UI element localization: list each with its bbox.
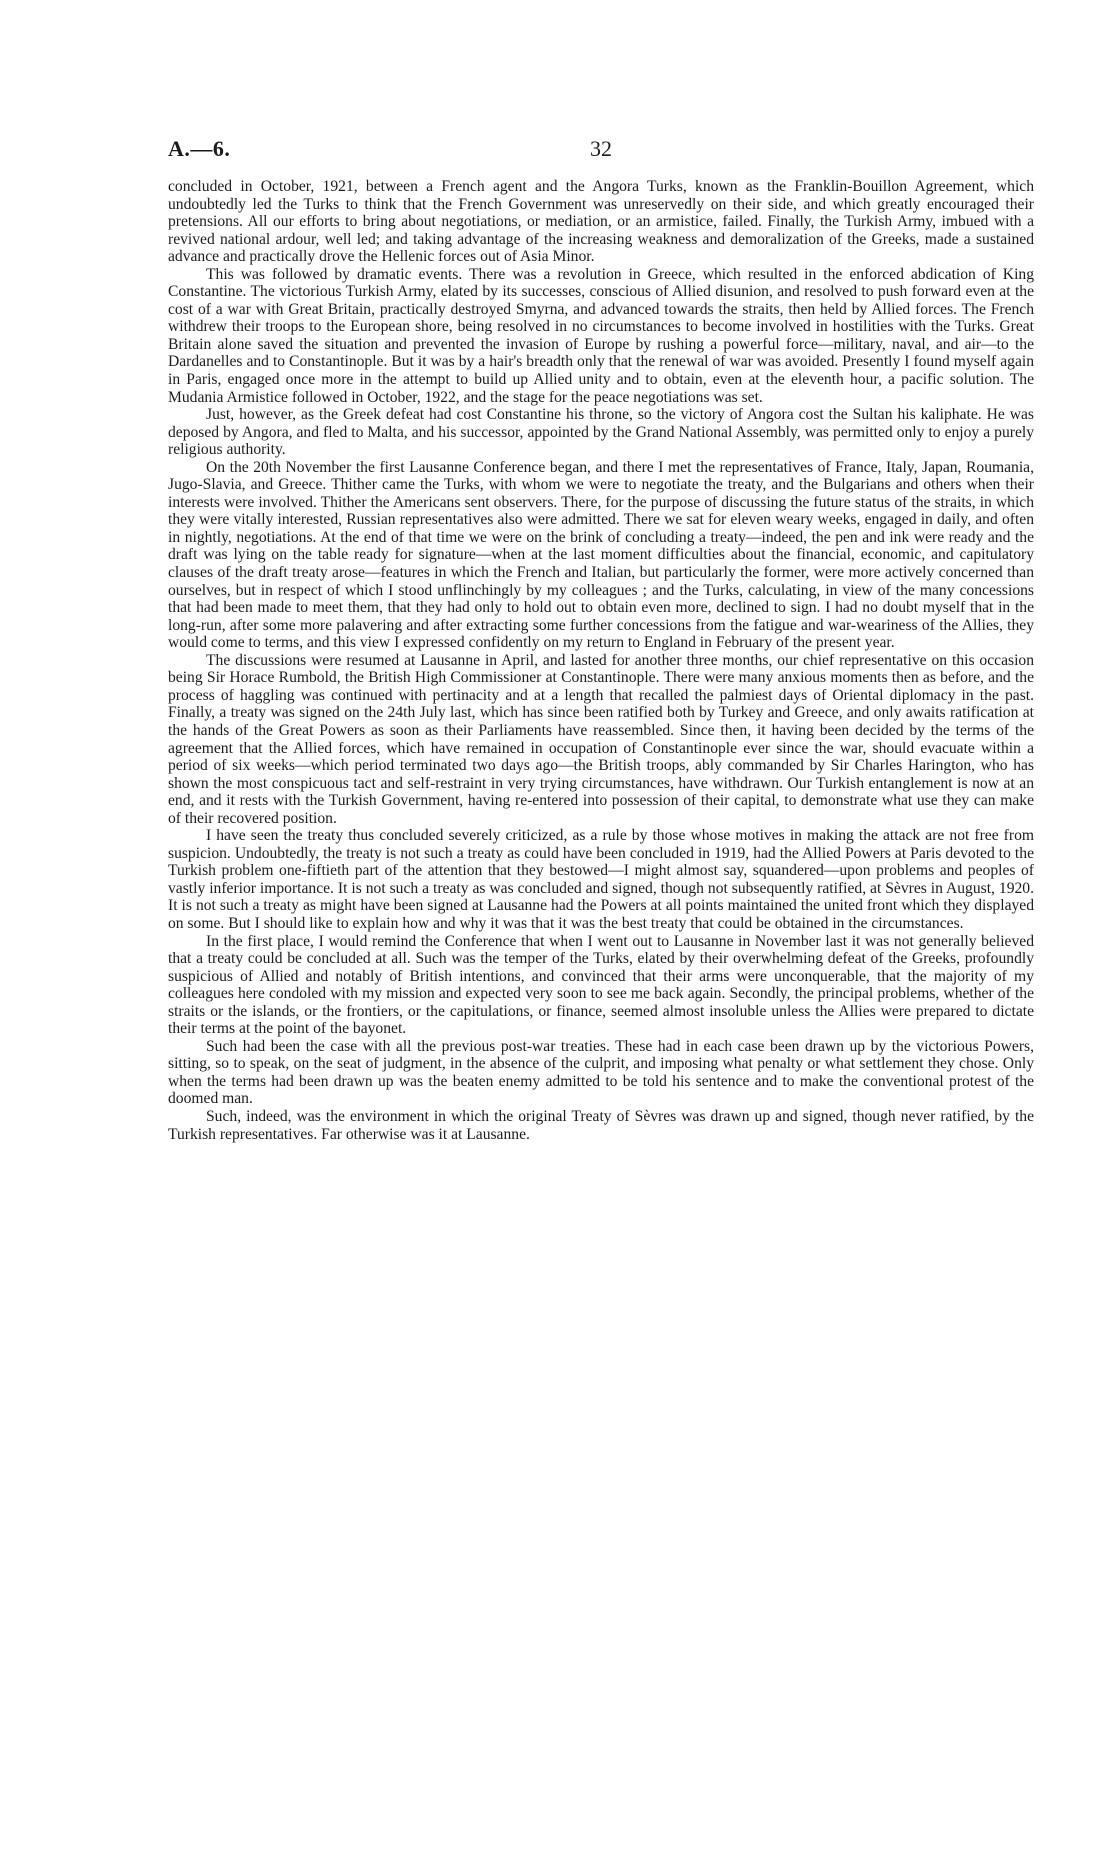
page-header [168, 136, 1034, 168]
body-text [168, 178, 1034, 1143]
paragraph: I have seen the treaty thus concluded severely criticized, as a rule by those whose motives in making the attack are not free from suspicion. Undoubtedly, the treaty is not such a treaty as could have been concluded in 1919, had the Allied Powers at Paris devoted to the Turkish problem one-fiftieth part of the attention that they bestowed—I might almost say, squandered—upon problems and peoples of vastly inferior importance. It is not such a treaty as was concluded and signed, though not subsequently ratified, at Sèvres in August, 1920. It is not such a treaty as might have been signed at Lausanne had the Powers at all points maintained the united front which they displayed on some. But I should like to explain how and why it was that it was the best treaty that could be obtained in the circumstances. [168, 827, 1034, 932]
page-number: 32 [590, 136, 612, 161]
paragraph: Just, however, as the Greek defeat had cost Constantine his throne, so the victory of Angora cost the Sultan his kaliphate. He was deposed by Angora, and fled to Malta, and his successor, appointed by the Grand National Assembly, was permitted only to enjoy a purely religious authority. [168, 406, 1034, 459]
paragraph: In the first place, I would remind the Conference that when I went out to Lausanne in November last it was not generally believed that a treaty could be concluded at all. Such was the temper of the Turks, elated by their overwhelming defeat of the Greeks, profoundly suspicious of Allied and notably of British intentions, and convinced that their arms were unconquerable, that the majority of my colleagues here condoled with my mission and expected very soon to see me back again. Secondly, the principal problems, whether of the straits or the islands, or the frontiers, or the capitulations, or finance, seemed almost insoluble unless the Allies were prepared to dictate their terms at the point of the bayonet. [168, 932, 1034, 1038]
document-reference: A.—6. [168, 136, 231, 161]
paragraph: Such, indeed, was the environment in which the original Treaty of Sèvres was drawn up and signed, though never ratified, by the Turkish representatives. Far otherwise was it at Lausanne. [168, 1107, 1034, 1143]
paragraph: On the 20th November the first Lausanne Conference began, and there I met the representatives of France, Italy, Japan, Roumania, Jugo-Slavia, and Greece. Thither came the Turks, with whom we were to negotiate the treaty, and the Bulgarians and others when their interests were involved. Thither the Americans sent observers. There, for the purpose of discussing the future status of the straits, in which they were vitally interested, Russian representatives also were admitted. There we sat for eleven weary weeks, engaged in daily, and often in nightly, negotiations. At the end of that time we were on the brink of concluding a treaty—indeed, the pen and ink were ready and the draft was lying on the table ready for signature—when at the last moment difficulties about the financial, economic, and capitulatory clauses of the draft treaty arose—features in which the French and Italian, but particularly the former, were more actively concerned than ourselves, but in respect of which I stood unflinchingly by my colleagues ; and the Turks, calculating, in view of the many concessions that had been made to meet them, that they had only to hold out to obtain even more, declined to sign. I had no doubt myself that in the long-run, after some more palavering and after extracting some further concessions from the fatigue and war-weariness of the Allies, they would come to terms, and this view I expressed confidently on my return to England in February of the present year. [168, 458, 1034, 652]
paragraph: Such had been the case with all the previous post-war treaties. These had in each case been drawn up by the victorious Powers, sitting, so to speak, on the seat of judgment, in the absence of the culprit, and imposing what penalty or what settlement they chose. Only when the terms had been drawn up was the beaten enemy admitted to be told his sentence and to make the conventional protest of the doomed man. [168, 1037, 1034, 1108]
document-page [168, 136, 1034, 1143]
paragraph: concluded in October, 1921, between a French agent and the Angora Turks, known as the Franklin-Bouillon Agreement, which undoubtedly led the Turks to think that the French Government was unreservedly on their side, and which greatly encouraged their pretensions. All our efforts to bring about negotiations, or mediation, or an armistice, failed. Finally, the Turkish Army, imbued with a revived national ardour, well led; and taking advantage of the increasing weakness and demoralization of the Greeks, made a sustained advance and practically drove the Hellenic forces out of Asia Minor. [168, 178, 1034, 266]
paragraph: The discussions were resumed at Lausanne in April, and lasted for another three months, our chief representative on this occasion being Sir Horace Rumbold, the British High Commissioner at Constantinople. There were many anxious moments then as before, and the process of haggling was continued with pertinacity and at a length that recalled the palmiest days of Oriental diplomacy in the past. Finally, a treaty was signed on the 24th July last, which has since been ratified both by Turkey and Greece, and only awaits ratification at the hands of the Great Powers as soon as their Parliaments have reassembled. Since then, it having been decided by the terms of the agreement that the Allied forces, which have remained in occupation of Constantinople ever since the war, should evacuate within a period of six weeks—which period terminated two days ago—the British troops, ably commanded by Sir Charles Harington, who has shown the most conspicuous tact and self-restraint in very trying circumstances, have withdrawn. Our Turkish entanglement is now at an end, and it rests with the Turkish Government, having re-entered into possession of their capital, to demonstrate what use they can make of their recovered position. [168, 651, 1034, 827]
paragraph: This was followed by dramatic events. There was a revolution in Greece, which resulted in the enforced abdication of King Constantine. The victorious Turkish Army, elated by its successes, conscious of Allied disunion, and resolved to push forward even at the cost of a war with Great Britain, practically destroyed Smyrna, and advanced towards the straits, then held by Allied forces. The French withdrew their troops to the European shore, being resolved in no circumstances to become involved in hostilities with the Turks. Great Britain alone saved the situation and prevented the invasion of Europe by rushing a powerful force—military, naval, and air—to the Dardanelles and to Constantinople. But it was by a hair's breadth only that the renewal of war was avoided. Presently I found myself again in Paris, engaged once more in the attempt to build up Allied unity and to obtain, even at the eleventh hour, a pacific solution. The Mudania Armistice followed in October, 1922, and the stage for the peace negotiations was set. [168, 265, 1034, 406]
